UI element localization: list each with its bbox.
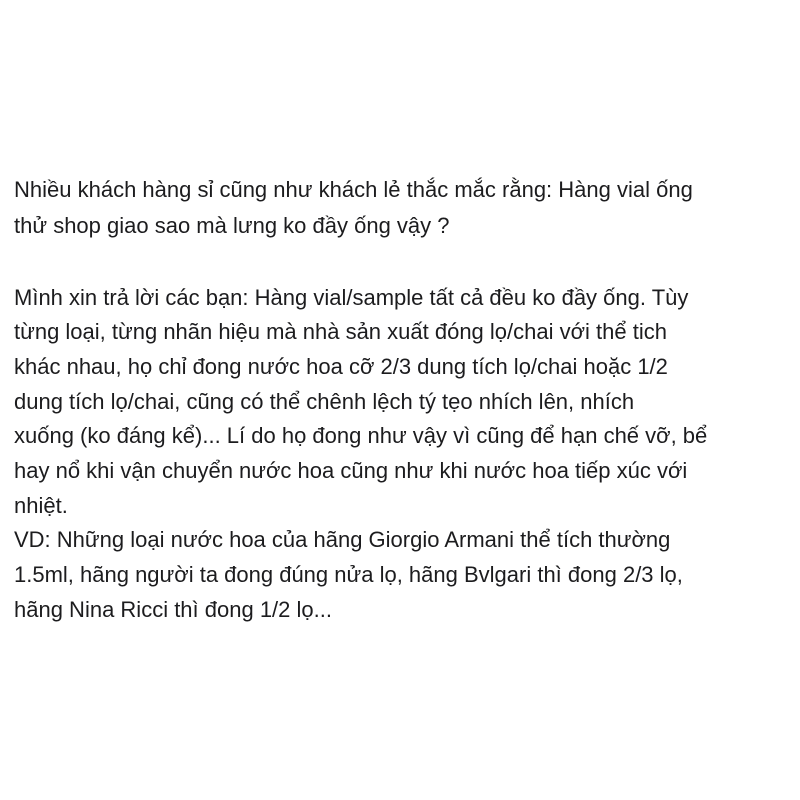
text-line: xuống (ko đáng kể)... Lí do họ đong như vậy vì cũng để hạn chế vỡ, bể	[14, 423, 708, 448]
text-line: hãng Nina Ricci thì đong 1/2 lọ...	[14, 597, 332, 622]
text-line: Mình xin trả lời các bạn: Hàng vial/sample tất cả đều ko đầy ống. Tùy	[14, 285, 689, 310]
text-line: thử shop giao sao mà lưng ko đầy ống vậy ?	[14, 213, 450, 238]
note-text-body	[14, 0, 800, 800]
text-line: VD: Những loại nước hoa của hãng Giorgio Armani thể tích thường	[14, 527, 671, 552]
text-line: Nhiều khách hàng sỉ cũng như khách lẻ thắc mắc rằng: Hàng vial ống	[14, 177, 693, 202]
text-line: 1.5ml, hãng người ta đong đúng nửa lọ, hãng Bvlgari thì đong 2/3 lọ,	[14, 562, 683, 587]
text-line: dung tích lọ/chai, cũng có thể chênh lệch tý tẹo nhích lên, nhích	[14, 389, 635, 414]
text-line: hay nổ khi vận chuyển nước hoa cũng như khi nước hoa tiếp xúc với	[14, 458, 688, 483]
text-line: khác nhau, họ chỉ đong nước hoa cỡ 2/3 dung tích lọ/chai hoặc 1/2	[14, 354, 668, 379]
text-line: nhiệt.	[14, 493, 68, 518]
text-line: từng loại, từng nhãn hiệu mà nhà sản xuất đóng lọ/chai với thể tich	[14, 319, 667, 344]
